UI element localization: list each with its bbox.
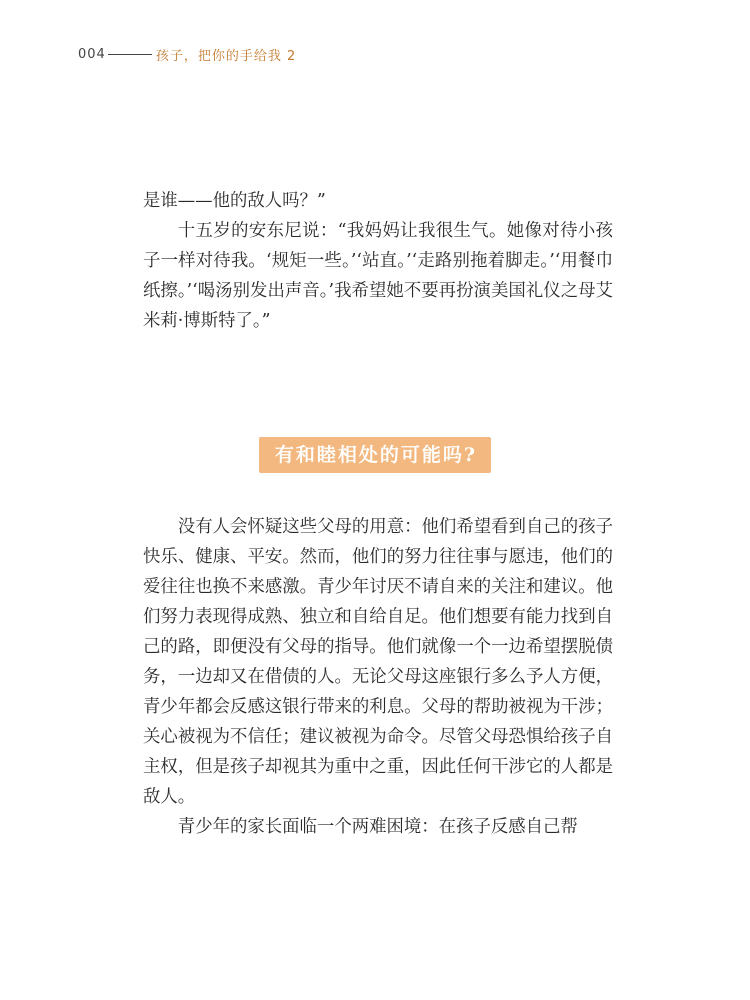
text-block-top	[143, 186, 613, 336]
book-title: 孩子，把你的手给我 2	[155, 48, 297, 64]
text-block-bottom	[143, 512, 613, 842]
paragraph-dilemma: 青少年的家长面临一个两难困境：在孩子反感自己帮	[177, 817, 578, 837]
header-rule	[108, 54, 152, 55]
running-header	[78, 42, 296, 66]
page-number: 004	[78, 46, 106, 62]
paragraph-anthony-quote: 十五岁的安东尼说：“我妈妈让我很生气。她像对待小孩子一样对待我。‘规矩一些。’‘站直。’‘走路别拖着脚走。’‘用餐巾纸擦。’‘喝汤别发出声音。’我希望她不要再扮演美国礼仪之母艾米莉·博斯特了。”	[143, 221, 613, 331]
paragraph-parents-intent: 没有人会怀疑这些父母的用意：他们希望看到自己的孩子快乐、健康、平安。然而，他们的努力往往事与愿违，他们的爱往往也换不来感激。青少年讨厌不请自来的关注和建议。他们努力表现得成熟、独立和自给自足。他们想要有能力找到自己的路，即便没有父母的指导。他们就像一个一边希望摆脱债务，一边却又在借债的人。无论父母这座银行多么予人方便，青少年都会反感这银行带来的利息。父母的帮助被视为干涉；关心被视为不信任；建议被视为命令。尽管父母恐惧给孩子自主权，但是孩子却视其为重中之重，因此任何干涉它的人都是敌人。	[143, 517, 613, 807]
section-heading-container	[0, 437, 750, 473]
section-heading: 有和睦相处的可能吗?	[259, 437, 491, 473]
paragraph-continuation: 是谁——他的敌人吗？”	[143, 191, 326, 211]
